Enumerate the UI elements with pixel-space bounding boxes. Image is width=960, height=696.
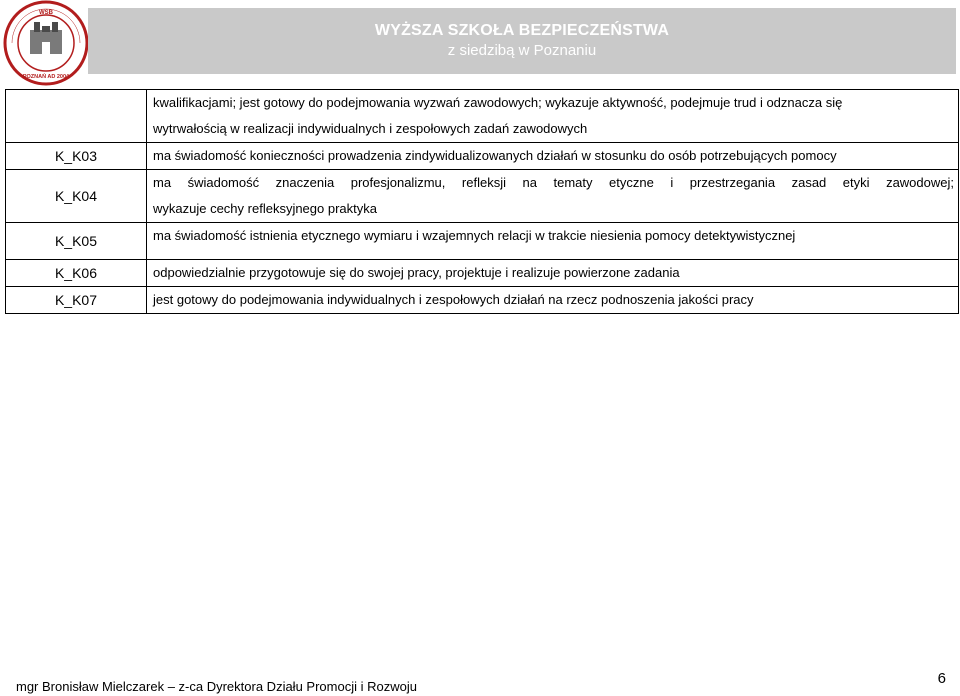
description-line: wytrwałością w realizacji indywidualnych i zespołowych zadań zawodowych — [153, 121, 588, 136]
outcome-code — [6, 90, 147, 143]
table-row — [6, 170, 959, 223]
page-number: 6 — [937, 670, 946, 687]
description-line: wykazuje cechy refleksyjnego praktyka — [153, 201, 377, 216]
table-row — [6, 287, 959, 314]
svg-text:WSB: WSB — [39, 10, 53, 16]
outcome-code: K_K05 — [6, 223, 147, 260]
outcome-description — [147, 170, 959, 223]
outcome-code: K_K06 — [6, 260, 147, 287]
description-line: kwalifikacjami; jest gotowy do podejmowania wyzwań zawodowych; wykazuje aktywność, podejmuje trud i odznacza się — [153, 95, 843, 110]
description-line: ma świadomość istnienia etycznego wymiaru i wzajemnych relacji w trakcie niesienia pomocy detektywistycznej — [153, 228, 796, 243]
outcome-description — [147, 143, 959, 170]
outcome-description — [147, 287, 959, 314]
table-row — [6, 223, 959, 260]
university-seal-icon — [2, 0, 90, 86]
header-banner — [88, 8, 956, 74]
outcome-code: K_K04 — [6, 170, 147, 223]
outcomes-table — [5, 89, 959, 314]
footer-author: mgr Bronisław Mielczarek – z-ca Dyrektora Działu Promocji i Rozwoju — [16, 679, 417, 694]
description-line: ma świadomość konieczności prowadzenia zindywidualizowanych działań w stosunku do osób potrzebujących pomocy — [153, 148, 837, 163]
outcome-description — [147, 260, 959, 287]
table-row — [6, 143, 959, 170]
school-title: WYŻSZA SZKOŁA BEZPIECZEŃSTWA — [374, 22, 670, 39]
school-subtitle: z siedzibą w Poznaniu — [447, 42, 597, 59]
description-line: ma świadomość znaczenia profesjonalizmu, refleksji na tematy etyczne i przestrzegania zasad etyki zawodowej; — [153, 175, 954, 190]
university-logo — [2, 0, 90, 86]
outcome-code: K_K03 — [6, 143, 147, 170]
svg-text:POZNAŃ AD 2004: POZNAŃ AD 2004 — [22, 74, 70, 80]
description-line: odpowiedzialnie przygotowuje się do swojej pracy, projektuje i realizuje powierzone zadania — [153, 265, 680, 280]
outcome-code: K_K07 — [6, 287, 147, 314]
table-row — [6, 90, 959, 143]
outcome-description — [147, 223, 959, 260]
table-row — [6, 260, 959, 287]
description-line: jest gotowy do podejmowania indywidualnych i zespołowych działań na rzecz podnoszenia jakości pracy — [153, 292, 754, 307]
outcome-description — [147, 90, 959, 143]
